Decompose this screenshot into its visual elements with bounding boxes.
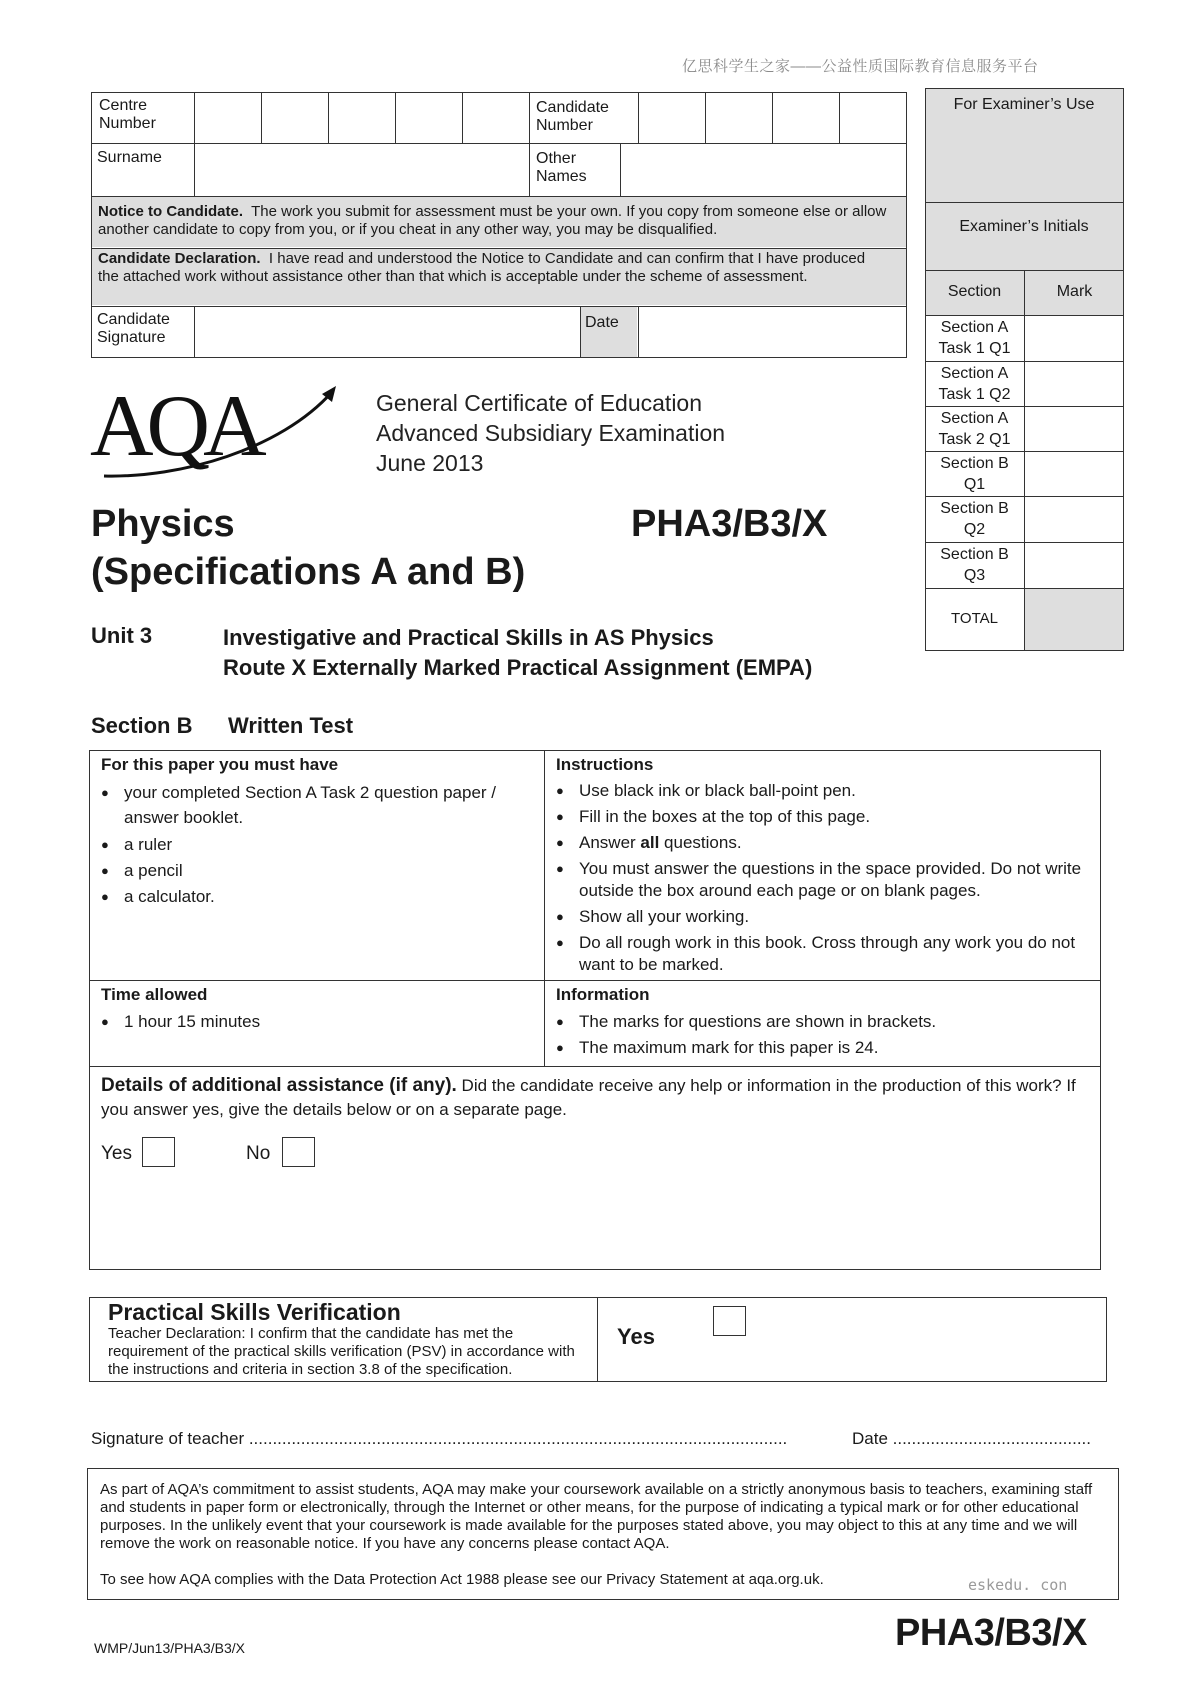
no-label: No	[246, 1143, 271, 1164]
list-item: ● 1 hour 15 minutes	[101, 1011, 531, 1033]
list-item: ● a calculator.	[101, 886, 531, 908]
qualification-line: General Certificate of Education	[376, 390, 703, 416]
footer-reference: WMP/Jun13/PHA3/B3/X	[94, 1640, 245, 1656]
list-item: ● a ruler	[101, 834, 531, 856]
list-item: ● your completed Section A Task 2 question paper / answer booklet.	[101, 780, 531, 830]
teacher-signature-line[interactable]: Signature of teacher ..................................................................................................................	[91, 1429, 788, 1448]
yes-label: Yes	[101, 1143, 132, 1164]
must-have-title: For this paper you must have	[101, 755, 339, 774]
time-allowed-title: Time allowed	[101, 985, 208, 1004]
examiner-row-label: Section B Q3	[940, 546, 1009, 584]
list-item: ● a pencil	[101, 860, 531, 882]
examiner-row-label: Section A Task 2 Q1	[938, 410, 1011, 448]
other-names-field[interactable]	[622, 145, 905, 195]
top-watermark: 亿思科学生之家——公益性质国际教育信息服务平台	[682, 58, 1039, 75]
candidate-number-label: Candidate Number	[536, 99, 609, 134]
mark-column-header: Mark	[1056, 283, 1093, 300]
exam-date: June 2013	[376, 450, 484, 476]
surname-field[interactable]	[196, 145, 528, 195]
additional-assistance: Details of additional assistance (if any). Did the candidate receive any help or information in the production of this work? If you answer yes, give the details below or on a separate page.	[101, 1075, 1076, 1119]
section-column-header: Section	[947, 283, 1002, 300]
psv-yes-label: Yes	[617, 1324, 655, 1349]
instructions-title: Instructions	[556, 755, 654, 774]
unit-title: Investigative and Practical Skills in AS Physics Route X Externally Marked Practical Assignment (EMPA)	[223, 625, 813, 680]
assistance-details-field[interactable]	[95, 1175, 1095, 1265]
footer-paper-code: PHA3/B3/X	[895, 1612, 1087, 1654]
subject-title: Physics (Specifications A and B)	[91, 503, 526, 593]
unit-label: Unit 3	[91, 623, 153, 648]
examiner-row-label: Section B Q2	[940, 500, 1009, 538]
examiner-use-box	[925, 88, 1124, 651]
list-item: ● You must answer the questions in the space provided. Do not write outside the box around each page or on blank pages.	[556, 858, 1092, 902]
psv-declaration: Teacher Declaration: I confirm that the candidate has met the requirement of the practical skills verification (PSV) in accordance with the instructions and criteria in section 3.8 of the specification.	[108, 1325, 575, 1378]
other-names-label: Other Names	[536, 150, 587, 185]
candidate-signature-field[interactable]	[196, 308, 579, 356]
list-item: ● The marks for questions are shown in brackets.	[556, 1011, 1092, 1033]
examiner-row-label: Section A Task 1 Q1	[938, 319, 1011, 357]
bottom-watermark: eskedu. con	[968, 1576, 1068, 1594]
list-item: ● Fill in the boxes at the top of this page.	[556, 806, 1092, 828]
candidate-number-field[interactable]	[640, 94, 905, 142]
assistance-yes-checkbox[interactable]	[142, 1137, 175, 1167]
candidate-signature-label: Candidate Signature	[97, 311, 170, 346]
assistance-no-checkbox[interactable]	[282, 1137, 315, 1167]
examiner-row-label: Section B Q1	[940, 455, 1009, 493]
notice-to-candidate: Notice to Candidate. The work you submit for assessment must be your own. If you copy from someone else or allow another candidate to copy from you, or if you cheat in any other way, you may be disqualified.	[98, 203, 887, 238]
exam-qualification	[376, 388, 725, 478]
coursework-notice-text: As part of AQA’s commitment to assist students, AQA may make your coursework available on a strictly anonymous basis to teachers, examining staff and students in paper form or electronically, through the Internet or other means, for the purpose of indicating a typical mark or for other educational purposes. In the unlikely event that your coursework is made available for the purposes stated above, you may object to this at any time and we will remove the work on reasonable notice. If you have any concerns please contact AQA.	[100, 1481, 1093, 1552]
section-title: Written Test	[228, 713, 354, 738]
candidate-declaration: Candidate Declaration. I have read and understood the Notice to Candidate and can confirm that I have produced the attached work without assistance other than that which is acceptable under the scheme of assessment.	[98, 250, 866, 285]
centre-number-field[interactable]	[196, 94, 528, 142]
list-item: ● Answer all questions.	[556, 832, 1092, 854]
list-item: ● Use black ink or black ball-point pen.	[556, 780, 1092, 802]
aqa-logo: AQA	[90, 380, 350, 480]
list-item: ● The maximum mark for this paper is 24.	[556, 1037, 1092, 1059]
paper-code: PHA3/B3/X	[631, 503, 828, 545]
surname-label: Surname	[97, 149, 162, 166]
section-label: Section B	[91, 713, 193, 738]
examiner-row-label: Section A Task 1 Q2	[938, 365, 1011, 403]
examination-line: Advanced Subsidiary Examination	[376, 420, 726, 446]
information-title: Information	[556, 985, 650, 1004]
date-field[interactable]	[640, 308, 905, 356]
centre-number-label: Centre Number	[99, 97, 156, 132]
total-label: TOTAL	[951, 610, 998, 627]
examiner-use-title: For Examiner’s Use	[953, 96, 1095, 113]
teacher-date-line[interactable]: Date ..........................................	[852, 1429, 1092, 1448]
psv-title: Practical Skills Verification	[108, 1299, 401, 1325]
date-label: Date	[585, 314, 619, 331]
data-protection-text: To see how AQA complies with the Data Protection Act 1988 please see our Privacy Statement at aqa.org.uk.	[100, 1571, 824, 1588]
psv-yes-checkbox[interactable]	[713, 1306, 746, 1336]
examiner-initials-label: Examiner’s Initials	[959, 218, 1089, 235]
list-item: ● Show all your working.	[556, 906, 1092, 928]
list-item: ● Do all rough work in this book. Cross through any work you do not want to be marked.	[556, 932, 1092, 976]
